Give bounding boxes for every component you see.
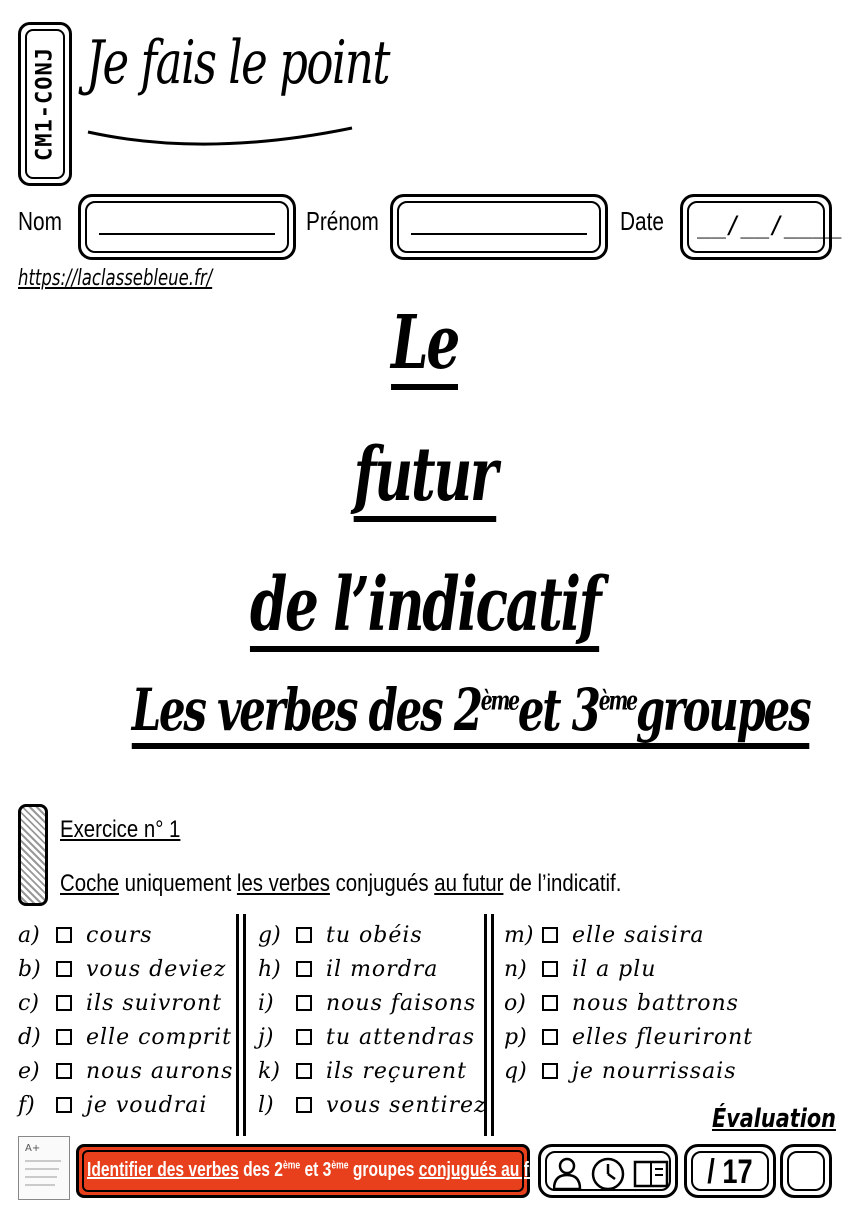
- answer-column-1: [18, 918, 233, 1122]
- nom-field[interactable]: [78, 194, 296, 260]
- nom-label: Nom: [18, 206, 62, 236]
- list-item: p) elles fleuriront: [504, 1024, 754, 1050]
- list-item: g) tu obéis: [258, 922, 423, 948]
- answer-column-3: [504, 918, 753, 1088]
- prenom-field[interactable]: [390, 194, 608, 260]
- checkbox[interactable]: [542, 1029, 558, 1045]
- list-item: q) je nourrissais: [504, 1058, 737, 1084]
- student-icon: [554, 1159, 580, 1189]
- exercise-marker: [18, 804, 48, 906]
- checkbox[interactable]: [56, 995, 72, 1011]
- list-item: k) ils reçurent: [258, 1058, 467, 1084]
- exercise-number: Exercice n° 1: [60, 816, 181, 843]
- checkbox[interactable]: [56, 1097, 72, 1113]
- score-box: [684, 1144, 776, 1198]
- list-item: e) nous aurons: [18, 1058, 234, 1084]
- answer-column-2: [258, 918, 487, 1122]
- svg-text:A+: A+: [25, 1143, 41, 1154]
- book-icon: [635, 1162, 667, 1186]
- objective-banner: [76, 1144, 563, 1198]
- list-item: o) nous battrons: [504, 990, 739, 1016]
- checkbox[interactable]: [296, 995, 312, 1011]
- checkbox[interactable]: [56, 1029, 72, 1045]
- checkbox[interactable]: [296, 1029, 312, 1045]
- checkbox[interactable]: [542, 927, 558, 943]
- website-link[interactable]: https://laclassebleue.fr/: [18, 266, 213, 291]
- date-template: __/__/____: [697, 211, 842, 239]
- checkbox[interactable]: [296, 927, 312, 943]
- title-line-2: futur: [0, 432, 849, 522]
- clock-icon: [593, 1159, 623, 1189]
- title-line-3: de l’indicatif: [0, 562, 849, 652]
- page-title: Je fais le point: [86, 28, 389, 98]
- checkbox[interactable]: [56, 927, 72, 943]
- column-divider: [236, 914, 246, 1136]
- title-line-4: Les verbes des 2èmeet 3èmegroupes: [0, 676, 849, 749]
- nom-line: [99, 233, 275, 235]
- worksheet-thumbnail: [18, 1136, 70, 1200]
- list-item: j) tu attendras: [258, 1024, 475, 1050]
- checkbox[interactable]: [542, 961, 558, 977]
- checkbox[interactable]: [56, 1063, 72, 1079]
- badge-text: CM1-CONJ: [32, 47, 58, 161]
- list-item: f) je voudrai: [18, 1092, 208, 1118]
- checkbox[interactable]: [296, 1097, 312, 1113]
- title-swoosh: [86, 110, 356, 160]
- score-total: / 17: [707, 1153, 753, 1191]
- checkbox[interactable]: [296, 961, 312, 977]
- list-item: n) il a plu: [504, 956, 657, 982]
- exercise-instruction: Coche uniquement les verbes conjugués au futur de l’indicatif.: [60, 870, 622, 897]
- checkbox[interactable]: [542, 995, 558, 1011]
- list-item: i) nous faisons: [258, 990, 477, 1016]
- list-item: l) vous sentirez: [258, 1092, 487, 1118]
- objective-text: Identifier des verbes des 2ème et 3ème groupes conjugués au futur.: [87, 1159, 563, 1181]
- list-item: h) il mordra: [258, 956, 439, 982]
- checkbox[interactable]: [296, 1063, 312, 1079]
- grade-box[interactable]: [780, 1144, 832, 1198]
- list-item: c) ils suivront: [18, 990, 223, 1016]
- checkbox[interactable]: [56, 961, 72, 977]
- checkbox[interactable]: [542, 1063, 558, 1079]
- date-label: Date: [620, 206, 664, 236]
- evaluation-label: Évaluation: [712, 1104, 836, 1134]
- prenom-label: Prénom: [306, 206, 379, 236]
- list-item: m) elle saisira: [504, 922, 705, 948]
- column-divider: [484, 914, 494, 1136]
- list-item: a) cours: [18, 922, 153, 948]
- thumbnail-image: [19, 1137, 69, 1199]
- date-field[interactable]: [680, 194, 842, 260]
- title-line-1: Le: [0, 300, 849, 390]
- prenom-line: [411, 233, 587, 235]
- status-icons: [553, 1157, 671, 1191]
- list-item: b) vous deviez: [18, 956, 227, 982]
- level-badge: [18, 22, 72, 186]
- list-item: d) elle comprit: [18, 1024, 233, 1050]
- icons-box: [538, 1144, 678, 1198]
